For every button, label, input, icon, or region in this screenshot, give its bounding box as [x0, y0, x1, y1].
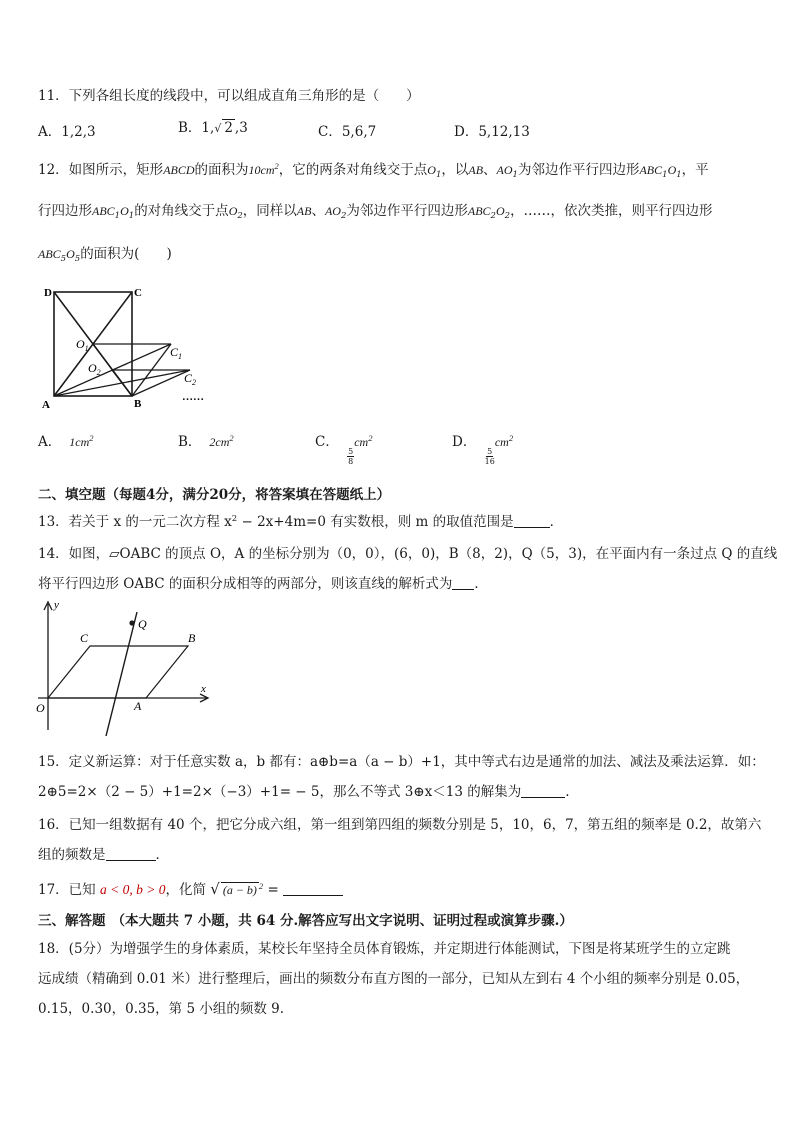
q14-line-1: 14．如图，▱OABC 的顶点 O，A 的坐标分别为（0，0），(6，0)，B（8，2)，Q（5，3)，在平面内有一条过点 Q 的直线	[38, 546, 778, 562]
q12-option-c[interactable]: C． $\frac{5}{8}$ $cm^2$	[315, 433, 373, 466]
q15-line-2: 2⊕5=2×（2 − 5）+1=2×（−3）+1= − 5，那么不等式 3⊕x＜13 的解集为 .	[38, 784, 570, 800]
q11-stem: 11．下列各组长度的线段中，可以组成直角三角形的是（ ）	[38, 88, 420, 104]
answer-blank[interactable]	[514, 515, 550, 528]
q11-option-b[interactable]: B．1,√ 2 ,3	[178, 120, 248, 136]
point-q	[129, 620, 134, 625]
label-b: B	[134, 398, 142, 410]
q17-condition: a < 0, b > 0	[99, 882, 166, 897]
sqrt-symbol: √	[214, 122, 222, 135]
label-c: C	[80, 631, 89, 645]
q16-line-1: 16．已知一组数据有 40 个，把它分成六组，第一组到第四组的频数分别是 5，10，6，7，第五组的频率是 0.2，故第六	[38, 817, 762, 833]
q14-line-2: 将平行四边形 OABC 的面积分成相等的两部分，则该直线的解析式为 ．	[38, 576, 488, 592]
label-a: A	[42, 399, 50, 411]
answer-blank[interactable]	[452, 577, 474, 590]
q18-line-2: 远成绩（精确到 0.01 米）进行整理后，画出的频数分布直方图的一部分，已知从左到右 4 个小组的频率分别是 0.05，	[38, 971, 750, 987]
dividing-line	[106, 612, 137, 736]
label-o2: $O_2$	[88, 361, 101, 377]
label-o: O	[36, 701, 45, 715]
q17: 17．已知 a < 0, b > 0，化简 √ (a − b) $^2$ =	[38, 878, 343, 898]
q12-line-1: 12．如图所示，矩形ABCD的面积为$10cm^2$，它的两条对角线交于点$O_1$，以AB、$AO_1$为邻边作平行四边形$ABC_1O_1$，平	[38, 161, 709, 180]
label-o1: $O_1$	[76, 337, 89, 353]
fraction: $\frac{5}{16}$	[484, 447, 495, 466]
section-2-heading: 二、填空题（每题4分，满分20分，将答案填在答题纸上）	[38, 487, 391, 503]
q14-figure	[34, 598, 224, 738]
answer-blank[interactable]	[521, 785, 565, 798]
label-c: C	[134, 287, 142, 299]
label-a: A	[134, 699, 142, 713]
q12-line-3: $ABC_5O_5$的面积为( )	[38, 246, 172, 264]
label-c2: $C_2$	[184, 371, 197, 387]
q12-option-d[interactable]: D． $\frac{5}{16}$ $cm^2$	[452, 433, 514, 466]
answer-blank[interactable]	[106, 848, 156, 861]
q11-option-a[interactable]: A．1,2,3	[38, 124, 96, 140]
label-c1: $C_1$	[170, 345, 183, 361]
fraction: $\frac{5}{8}$	[348, 447, 354, 466]
q12-line-2: 行四边形$ABC_1O_1$的对角线交于点$O_2$，同样以AB、$AO_2$为邻边作平行四边形$ABC_2O_2$，……，依次类推，则平行四边形	[38, 203, 713, 221]
section-3-heading: 三、解答题 （本大题共 7 小题，共 64 分.解答应写出文字说明、证明过程或演算步骤.）	[38, 913, 573, 929]
q12-figure	[36, 280, 226, 420]
q11-option-c[interactable]: C．5,6,7	[318, 124, 377, 140]
q12-option-a[interactable]: A． $1cm^2$	[38, 433, 94, 450]
q18-line-1: 18．(5分）为增强学生的身体素质，某校长年坚持全员体育锻炼，并定期进行体能测试，下图是将某班学生的立定跳	[38, 941, 731, 957]
sqrt-symbol: √	[210, 880, 220, 898]
label-y: y	[54, 599, 59, 611]
q12-option-b[interactable]: B． $2cm^2$	[178, 433, 234, 450]
label-dots: ……	[182, 391, 204, 403]
label-q: Q	[138, 617, 147, 631]
answer-blank[interactable]	[283, 883, 343, 896]
q15-line-1: 15．定义新运算：对于任意实数 a，b 都有：a⊕b=a（a − b）+1，其中等式右边是通常的加法、减法及乘法运算．如：	[38, 754, 765, 770]
label-x: x	[201, 683, 206, 695]
label-b: B	[188, 631, 196, 645]
q11-option-d[interactable]: D．5,12,13	[454, 124, 530, 140]
q16-line-2: 组的频数是 ．	[38, 847, 169, 863]
q18-line-3: 0.15，0.30，0.35，第 5 小组的频数 9.	[38, 1001, 285, 1017]
label-d: D	[44, 287, 52, 299]
q13: 13．若关于 x 的一元二次方程 $x^2 - 2x+4m=0$ 有实数根，则 m 的取值范围是 ．	[38, 514, 564, 530]
